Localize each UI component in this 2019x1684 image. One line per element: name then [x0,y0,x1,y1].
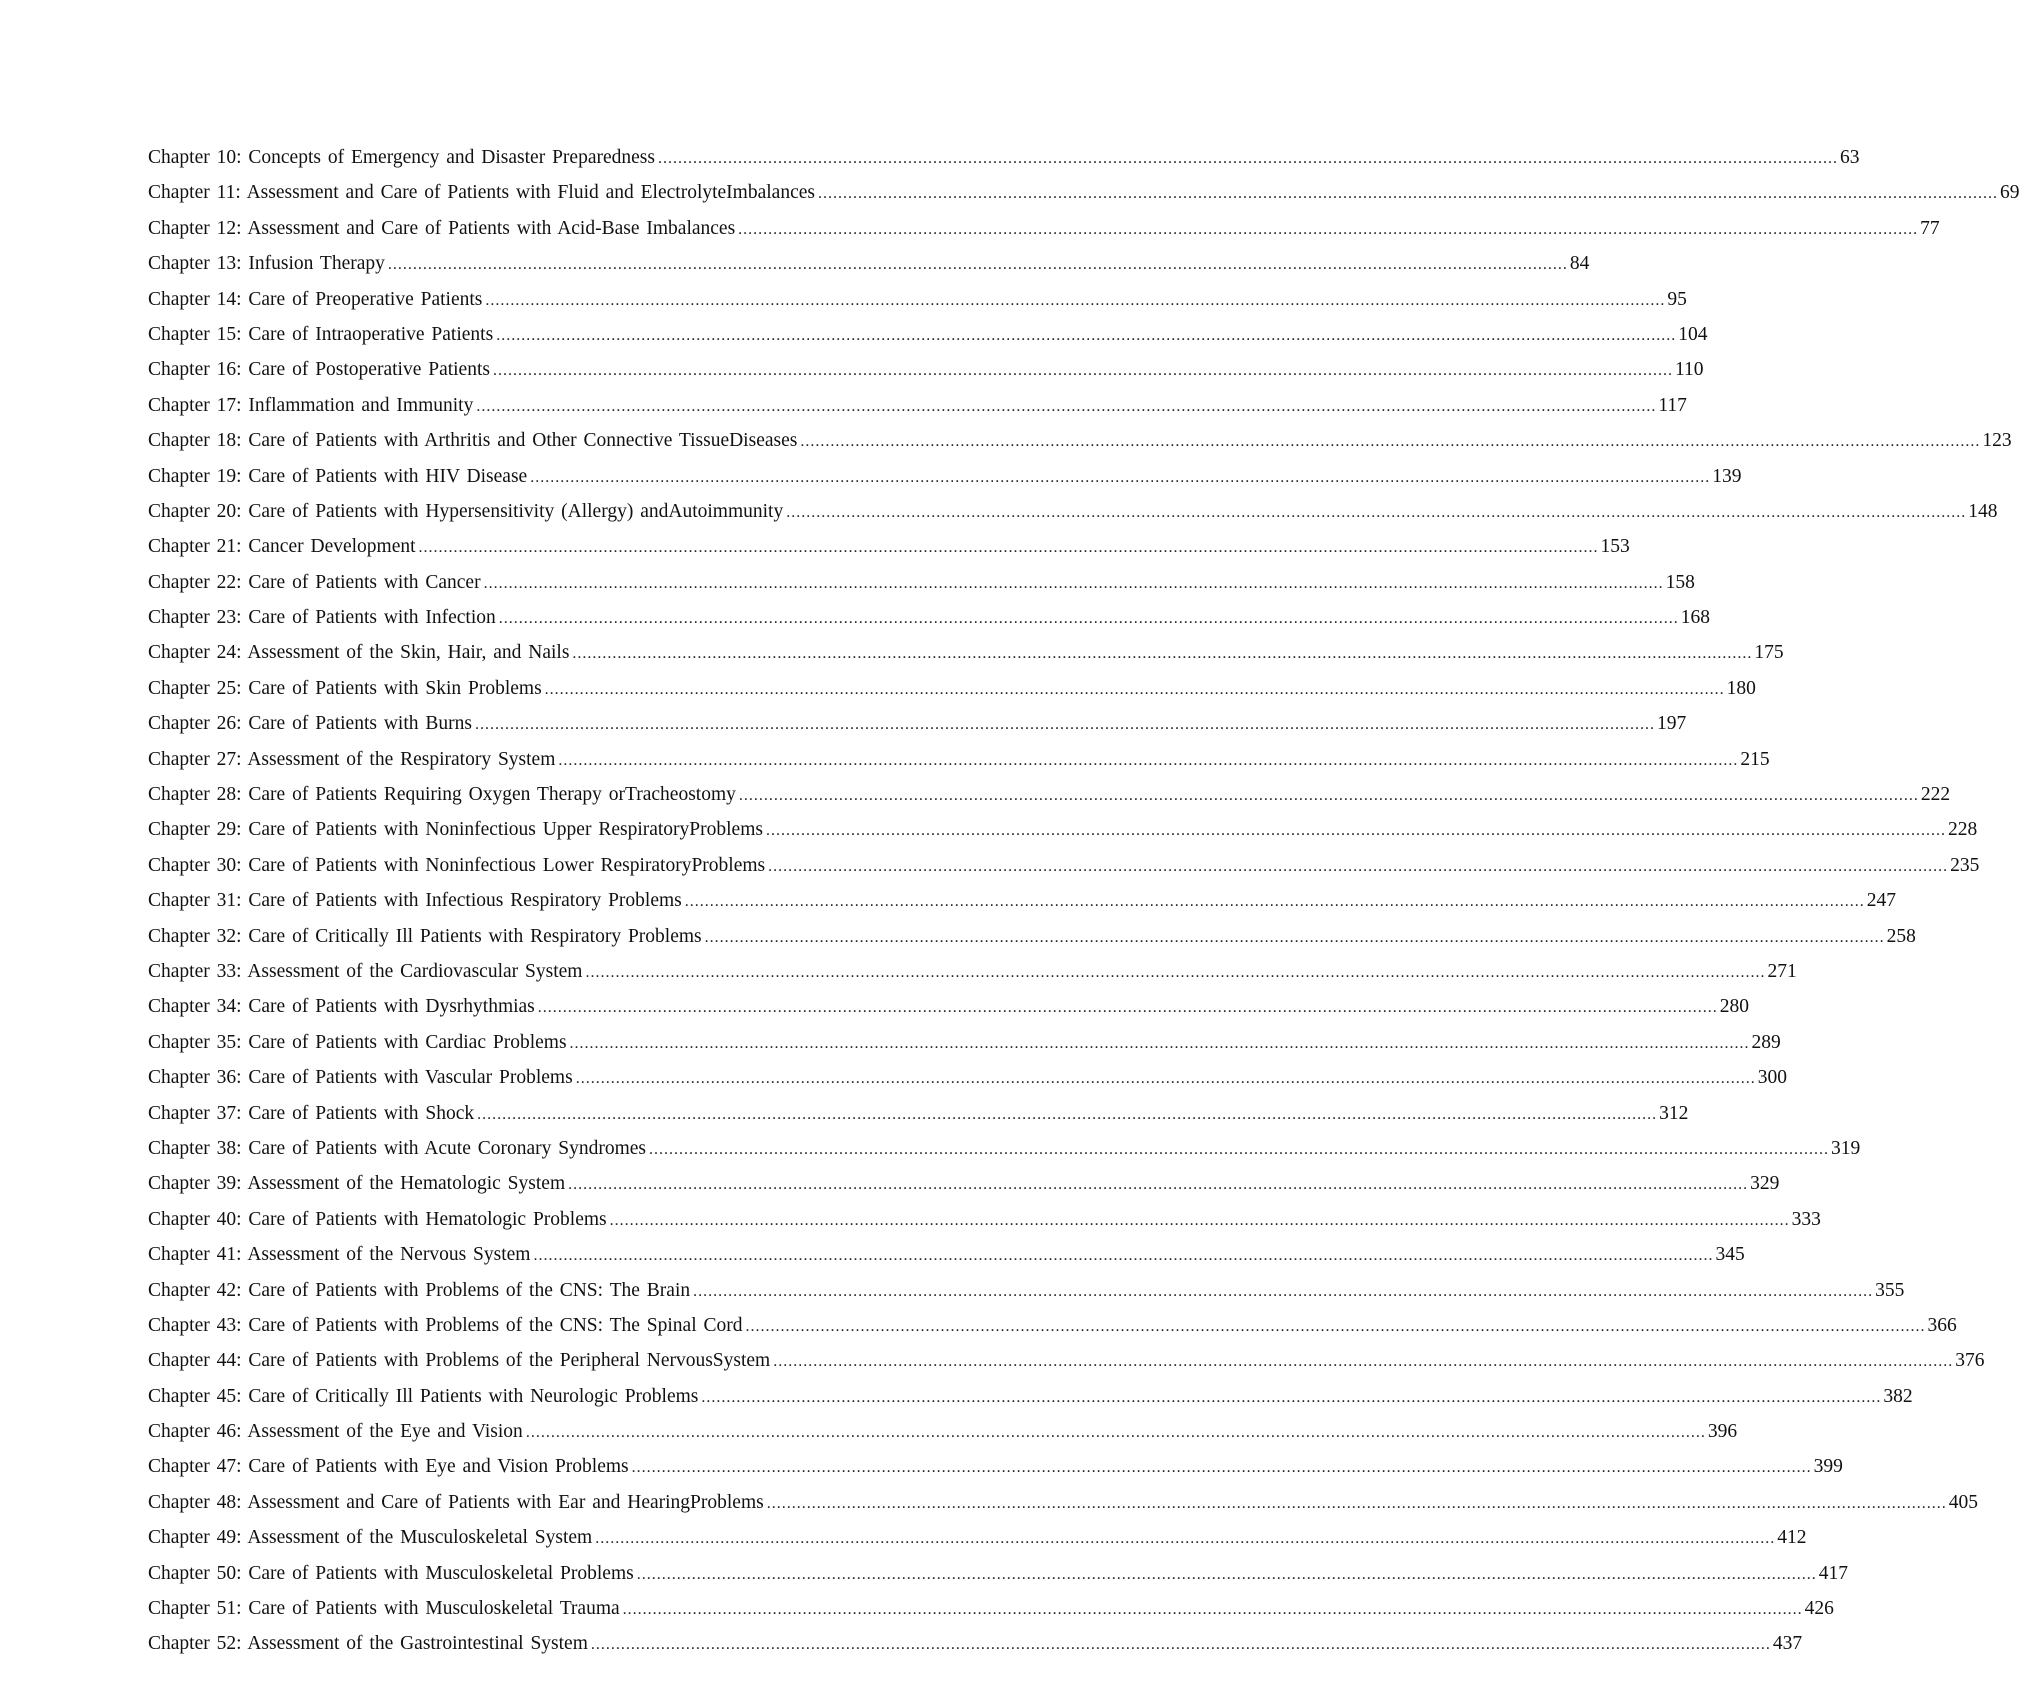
toc-entry-title: Chapter 24: Assessment of the Skin, Hair, and Nails [148,642,570,664]
dot-leader [419,530,1599,565]
toc-entry-title: Chapter 34: Care of Patients with Dysrhythmias [148,996,535,1018]
toc-entry-title: Chapter 13: Infusion Therapy [148,253,385,275]
toc-entry-page-number: 180 [1726,677,1756,699]
dot-leader [591,1627,1771,1662]
toc-entry-page-number: 382 [1883,1385,1913,1407]
dot-leader [585,955,1765,990]
toc-entry-title: Chapter 23: Care of Patients with Infection [148,607,496,629]
toc-entry-page-number: 197 [1656,713,1687,735]
toc-entry-title: Chapter 25: Care of Patients with Skin Problems [148,677,542,699]
toc-entry-title: Chapter 15: Care of Intraoperative Patients [148,323,494,345]
toc-entry [148,459,1742,494]
toc-entry-page-number: 158 [1665,571,1695,593]
toc-entry [148,1520,1807,1555]
toc-entry-page-number: 153 [1600,536,1630,558]
toc-entry [148,706,1687,741]
toc-entry [148,600,1710,635]
toc-entry-title: Chapter 26: Care of Patients with Burns [148,713,472,735]
toc-entry [148,1060,1787,1095]
dot-leader [623,1592,1803,1627]
dot-leader [576,1061,1756,1096]
toc-entry [148,211,1940,246]
toc-entry-page-number: 345 [1715,1244,1745,1266]
toc-entry-title: Chapter 14: Care of Preoperative Patients [148,288,483,310]
dot-leader [766,813,1946,848]
dot-leader [685,884,1865,919]
toc-entry [148,1556,1848,1591]
toc-entry-page-number: 376 [1955,1350,1985,1372]
toc-entry-title: Chapter 40: Care of Patients with Hematologic Problems [148,1208,607,1230]
toc-entry-page-number: 319 [1831,1137,1861,1159]
toc-entry-page-number: 396 [1707,1421,1738,1443]
toc-entry [148,317,1708,352]
toc-entry-page-number: 228 [1947,819,1978,841]
toc-entry-page-number: 366 [1927,1314,1957,1336]
dot-leader [595,1521,1775,1556]
dot-leader [538,990,1718,1025]
dot-leader [746,1309,1926,1344]
toc-entry-page-number: 104 [1678,323,1708,345]
toc-entry [148,423,2012,458]
dot-leader [388,247,1568,282]
toc-entry-title: Chapter 45: Care of Critically Ill Patients with Neurologic Problems [148,1385,699,1407]
dot-leader [493,353,1673,388]
table-of-contents [148,140,2019,1662]
dot-leader [558,743,1738,778]
toc-entry-title: Chapter 46: Assessment of the Eye and Vision [148,1421,523,1443]
toc-entry-title: Chapter 43: Care of Patients with Problems of the CNS: The Spinal Cord [148,1314,743,1336]
toc-entry-page-number: 247 [1866,890,1896,912]
toc-entry-page-number: 84 [1569,253,1590,275]
dot-leader [767,1486,1947,1521]
toc-entry-title: Chapter 12: Assessment and Care of Patients with Acid-Base Imbalances [148,217,736,239]
dot-leader [768,849,1948,884]
toc-entry-page-number: 312 [1659,1102,1689,1124]
toc-entry-title: Chapter 44: Care of Patients with Problems of the Peripheral NervousSystem [148,1350,771,1372]
dot-leader [475,707,1655,742]
dot-leader [739,778,1919,813]
dot-leader [705,920,1885,955]
toc-entry-page-number: 399 [1813,1456,1843,1478]
dot-leader [693,1274,1873,1309]
dot-leader [496,318,1676,353]
toc-entry [148,1343,1985,1378]
toc-entry-page-number: 63 [1839,147,1860,168]
toc-entry-title: Chapter 17: Inflammation and Immunity [148,394,474,416]
dot-leader [499,601,1679,636]
toc-entry [148,494,1998,529]
toc-entry [148,529,1630,564]
toc-entry-title: Chapter 51: Care of Patients with Musculoskeletal Trauma [148,1598,620,1620]
dot-leader [818,176,1998,211]
toc-entry [148,1131,1861,1166]
toc-entry-page-number: 77 [1920,217,1940,239]
toc-entry [148,565,1695,600]
toc-entry-title: Chapter 38: Care of Patients with Acute Coronary Syndromes [148,1137,646,1159]
dot-leader [530,460,1710,495]
dot-leader [773,1344,1953,1379]
toc-entry [148,140,1860,175]
dot-leader [485,283,1665,318]
toc-entry-page-number: 139 [1712,465,1742,487]
toc-entry-page-number: 117 [1658,394,1687,416]
toc-entry-page-number: 168 [1680,607,1710,629]
toc-entry [148,883,1896,918]
toc-entry-page-number: 271 [1767,960,1797,982]
toc-entry [148,742,1770,777]
toc-entry-title: Chapter 32: Care of Critically Ill Patients with Respiratory Problems [148,925,702,947]
toc-entry-page-number: 289 [1751,1031,1781,1053]
toc-entry-page-number: 355 [1875,1279,1905,1301]
dot-leader [545,672,1725,707]
toc-entry [148,352,1704,387]
toc-entry-page-number: 405 [1948,1491,1978,1513]
toc-entry [148,777,1951,812]
dot-leader [610,1203,1790,1238]
toc-entry [148,1379,1913,1414]
toc-entry-page-number: 69 [1999,182,2019,204]
toc-entry-page-number: 258 [1886,925,1916,947]
dot-leader [526,1415,1706,1450]
toc-entry [148,388,1687,423]
toc-entry-page-number: 333 [1791,1208,1821,1230]
toc-entry [148,848,1980,883]
toc-entry [148,1626,1803,1661]
toc-entry-page-number: 437 [1772,1633,1803,1655]
toc-entry-title: Chapter 31: Care of Patients with Infectious Respiratory Problems [148,890,682,912]
toc-entry [148,635,1784,670]
toc-entry-page-number: 175 [1754,642,1784,664]
toc-entry-title: Chapter 18: Care of Patients with Arthritis and Other Connective TissueDiseases [148,430,798,452]
toc-entry-page-number: 95 [1667,288,1687,310]
dot-leader [649,1132,1829,1167]
toc-entry [148,1166,1780,1201]
toc-entry [148,919,1916,954]
dot-leader [568,1167,1748,1202]
dot-leader [477,1097,1657,1132]
dot-leader [637,1557,1817,1592]
toc-entry [148,812,1978,847]
toc-entry [148,1308,1957,1343]
toc-entry [148,1591,1834,1626]
toc-entry-title: Chapter 29: Care of Patients with Noninfectious Upper RespiratoryProblems [148,819,763,841]
dot-leader [658,141,1838,176]
toc-entry [148,1485,1978,1520]
toc-entry [148,1273,1905,1308]
toc-entry-page-number: 222 [1920,784,1951,806]
dot-leader [533,1238,1713,1273]
toc-entry [148,246,1590,281]
dot-leader [701,1380,1881,1415]
toc-entry-title: Chapter 47: Care of Patients with Eye and Vision Problems [148,1456,629,1478]
toc-entry-title: Chapter 37: Care of Patients with Shock [148,1102,475,1124]
toc-entry-title: Chapter 19: Care of Patients with HIV Disease [148,465,528,487]
dot-leader [632,1450,1812,1485]
toc-entry [148,1414,1738,1449]
toc-entry-page-number: 329 [1750,1173,1780,1195]
toc-entry-title: Chapter 21: Cancer Development [148,536,416,558]
toc-entry [148,282,1687,317]
dot-leader [786,495,1966,530]
toc-entry-title: Chapter 33: Assessment of the Cardiovascular System [148,960,583,982]
toc-entry-title: Chapter 39: Assessment of the Hematologic System [148,1173,566,1195]
toc-entry [148,989,1750,1024]
toc-entry [148,1025,1781,1060]
toc-entry-page-number: 280 [1719,996,1750,1018]
toc-entry-title: Chapter 22: Care of Patients with Cancer [148,571,481,593]
toc-entry-title: Chapter 30: Care of Patients with Noninfectious Lower RespiratoryProblems [148,854,766,876]
toc-entry-page-number: 123 [1982,430,2012,452]
toc-entry [148,1202,1821,1237]
dot-leader [800,424,1980,459]
toc-entry-title: Chapter 16: Care of Postoperative Patients [148,359,490,381]
toc-entry-title: Chapter 42: Care of Patients with Problems of the CNS: The Brain [148,1279,691,1301]
dot-leader [572,636,1752,671]
toc-entry [148,671,1756,706]
toc-entry-title: Chapter 50: Care of Patients with Musculoskeletal Problems [148,1562,634,1584]
toc-entry-title: Chapter 11: Assessment and Care of Patients with Fluid and ElectrolyteImbalances [148,182,815,204]
toc-entry-title: Chapter 49: Assessment of the Musculoskeletal System [148,1527,593,1549]
toc-entry [148,1237,1745,1272]
toc-entry-page-number: 110 [1674,359,1704,381]
toc-entry-title: Chapter 10: Concepts of Emergency and Disaster Preparedness [148,147,655,168]
toc-entry-title: Chapter 52: Assessment of the Gastrointestinal System [148,1633,588,1655]
toc-entry-page-number: 148 [1968,500,1998,522]
dot-leader [476,389,1656,424]
dot-leader [738,212,1918,247]
toc-entry-title: Chapter 28: Care of Patients Requiring Oxygen Therapy orTracheostomy [148,784,736,806]
toc-entry-title: Chapter 41: Assessment of the Nervous System [148,1244,531,1266]
toc-entry-page-number: 426 [1804,1598,1834,1620]
dot-leader [570,1026,1750,1061]
toc-entry-page-number: 417 [1818,1562,1848,1584]
toc-entry-page-number: 300 [1757,1067,1787,1089]
toc-entry-title: Chapter 20: Care of Patients with Hypersensitivity (Allergy) andAutoimmunity [148,500,784,522]
toc-entry-page-number: 215 [1740,748,1770,770]
toc-entry-title: Chapter 35: Care of Patients with Cardiac Problems [148,1031,567,1053]
toc-entry [148,1096,1689,1131]
toc-entry-title: Chapter 48: Assessment and Care of Patients with Ear and HearingProblems [148,1491,764,1513]
toc-entry-title: Chapter 27: Assessment of the Respiratory System [148,748,556,770]
dot-leader [484,566,1664,601]
toc-entry-page-number: 235 [1950,854,1980,876]
toc-entry [148,954,1797,989]
toc-entry [148,175,2019,210]
toc-entry-title: Chapter 36: Care of Patients with Vascular Problems [148,1067,573,1089]
toc-entry [148,1449,1843,1484]
toc-entry-page-number: 412 [1777,1527,1807,1549]
